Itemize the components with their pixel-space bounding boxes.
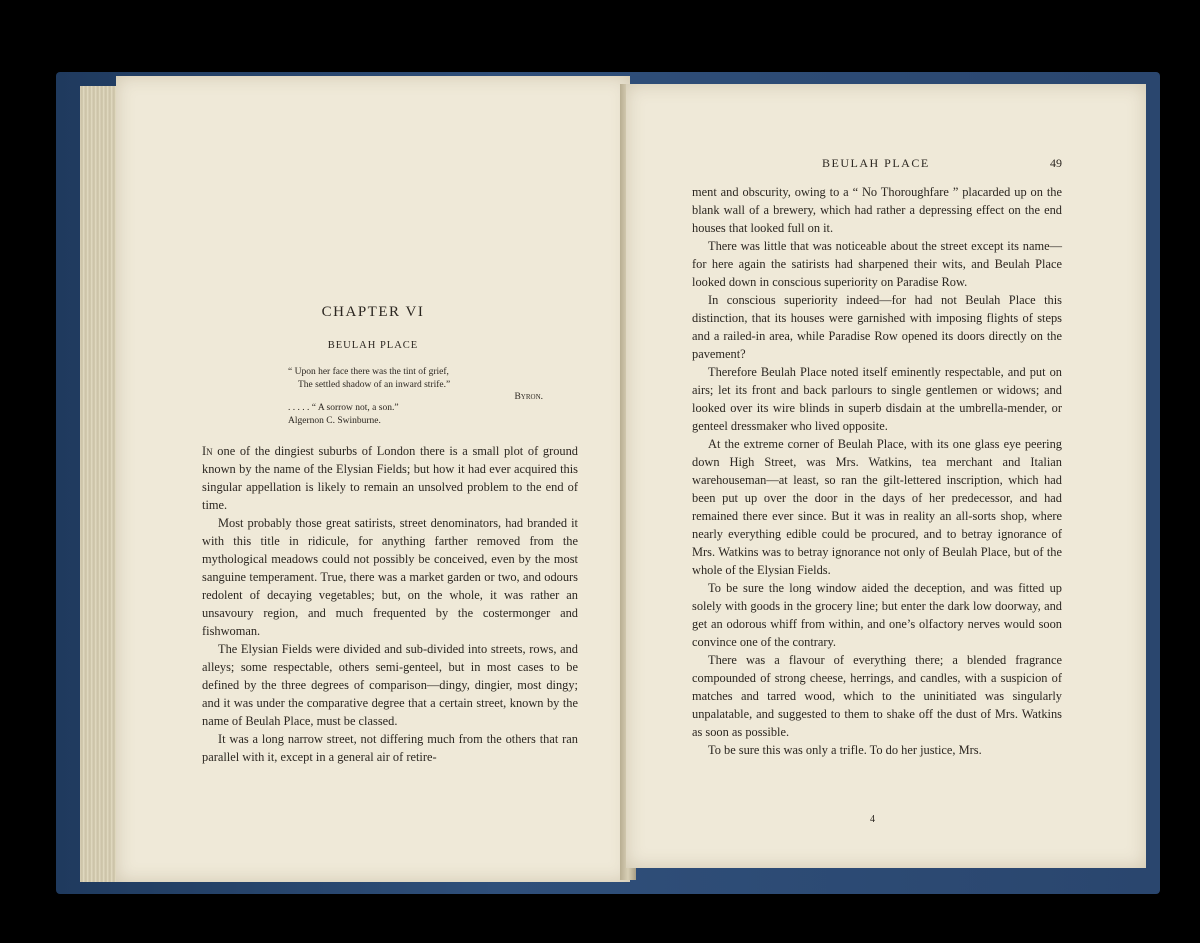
left-page <box>116 76 630 882</box>
paragraph: At the extreme corner of Beulah Place, with its one glass eye peering down High Street, was Mrs. Watkins, tea merchant and Italian warehouseman—at least, so ran the gilt-lettered inscription, which had been put up over the door in the days of her predecessor, and had remained there ever since. But it was in reality an all-sorts shop, where nearly everything edible could be procured, and to betray ignorance of Mrs. Watkins was to betray ignorance not only of Beulah Place, but of the whole of the Elysian Fields. <box>692 437 1062 577</box>
epigraph-second <box>288 402 543 427</box>
dropcap-word: In <box>202 444 213 458</box>
epigraph-line-3: . . . . . “ A sorrow not, a son.” <box>288 403 399 413</box>
paragraph <box>202 442 578 514</box>
paragraph: Therefore Beulah Place noted itself eminently respectable, and put on airs; let its front and back parlours to single gentlemen or widows; and looked over its wire blinds in superb disdain at the umbrella-mender, or genteel dressmaker who lived opposite. <box>692 365 1062 433</box>
epigraph-line-1: “ Upon her face there was the tint of grief, <box>288 367 449 377</box>
running-head: BEULAH PLACE <box>822 156 930 170</box>
page-number: 49 <box>1050 156 1062 170</box>
paragraph: In conscious superiority indeed—for had not Beulah Place this distinction, that its houses were garnished with imposing flights of steps and a railed-in area, while Paradise Row opened its doors directly on the pavement? <box>692 293 1062 361</box>
right-page <box>626 84 1146 868</box>
paragraph: ment and obscurity, owing to a “ No Thoroughfare ” placarded up on the blank wall of a brewery, which had rather a depressing effect on the end houses that looked full on it. <box>692 185 1062 235</box>
epigraph-line-2: The settled shadow of an inward strife.” <box>298 379 451 390</box>
signature-mark: 4 <box>870 814 875 825</box>
paragraph: Most probably those great satirists, street denominators, had branded it with this title in ridicule, for anything farther removed from the mythological meadows could not possibly be conceived, even by the most sanguine temperament. True, there was a market garden or two, and odours redolent of decaying vegetables; but, on the whole, it was rather an unsavoury region, and much frequented by the costermonger and fishwoman. <box>202 516 578 638</box>
right-body-text <box>692 183 1062 759</box>
epigraph-attribution-1: Byron. <box>514 392 543 402</box>
epigraph-attribution-2: Algernon C. Swinburne. <box>288 415 381 426</box>
chapter-subtitle: BEULAH PLACE <box>327 340 419 351</box>
paragraph-text: one of the dingiest suburbs of London there is a small plot of ground known by the name of the Elysian Fields; but how it had ever acquired this singular appellation is likely to remain an unsolved problem to the end of time. <box>202 444 578 512</box>
paragraph: The Elysian Fields were divided and sub-divided into streets, rows, and alleys; some respectable, others semi-genteel, but in most cases to be defined by the three degrees of comparison—dingy, dingier, most dingy; and it was under the comparative degree that a certain street, known by the name of Beulah Place, must be classed. <box>202 642 578 728</box>
chapter-title: CHAPTER VI <box>321 304 425 320</box>
epigraph <box>288 366 543 404</box>
paragraph: There was little that was noticeable about the street except its name—for here again the satirists had sharpened their wits, and Beulah Place looked down in conscious superiority on Paradise Row. <box>692 239 1062 289</box>
paragraph: To be sure the long window aided the deception, and was fitted up solely with goods in the grocery line; but enter the dark low doorway, and get an odorous whiff from within, and one’s olfactory nerves would soon convince one of the contrary. <box>692 581 1062 649</box>
paragraph: To be sure this was only a trifle. To do her justice, Mrs. <box>708 743 982 757</box>
left-body-text <box>202 442 578 766</box>
paragraph: It was a long narrow street, not differing much from the others that ran parallel with it, except in a general air of retire- <box>202 732 578 764</box>
paragraph: There was a flavour of everything there; a blended fragrance compounded of strong cheese, herrings, and candles, with a suspicion of matches and tarred wood, which to the uninitiated was singularly unpalatable, and suggested to them to shake off the dust of Mrs. Watkins as soon as possible. <box>692 653 1062 739</box>
